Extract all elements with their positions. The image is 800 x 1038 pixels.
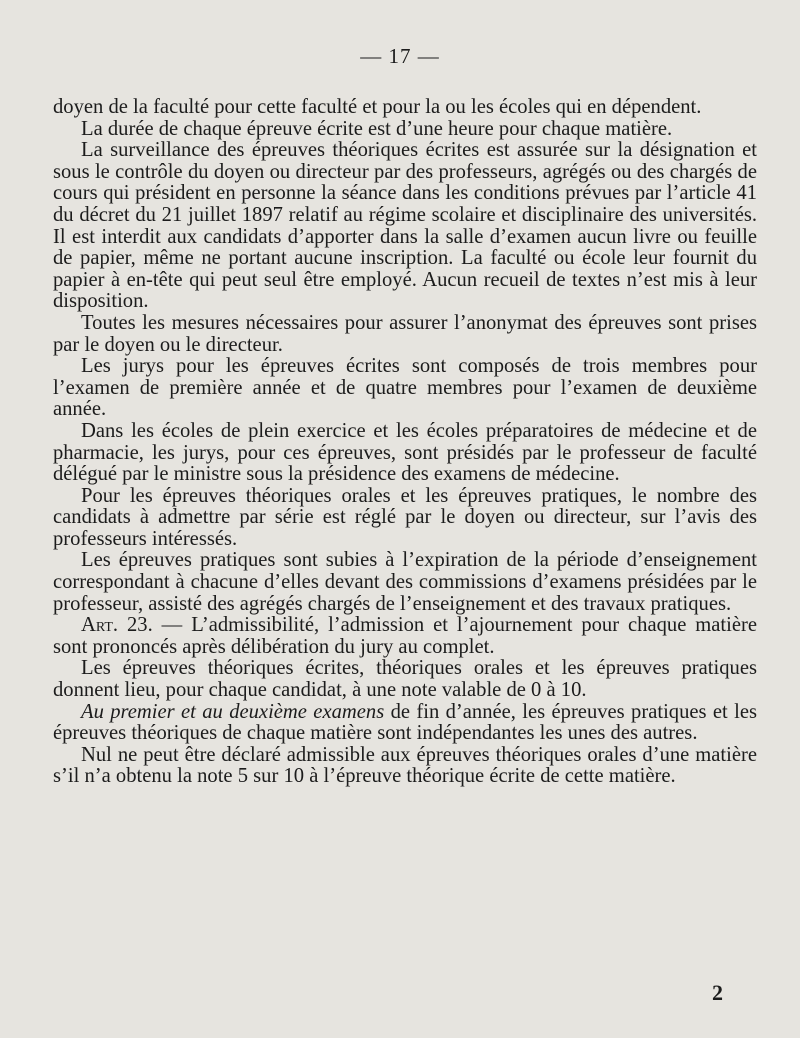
paragraph-5: Dans les écoles de plein exercice et les écoles préparatoires de médecine et de pharmacie, les jurys, pour ces épreuves, sont présidés par le professeur de faculté délégué par le ministre sous la présidence des examens de médecine. bbox=[53, 419, 757, 486]
independent-text: de fin d’année, les épreuves pratiques et les épreuves théoriques de chaque matière sont indépendantes les unes des autres. bbox=[53, 700, 757, 745]
paragraph-0: doyen de la faculté pour cette faculté et pour la ou les écoles qui en dépendent. bbox=[53, 96, 702, 118]
paragraph-6: Pour les épreuves théoriques orales et les épreuves pratiques, le nombre des candidats à admettre par série est réglé par le doyen ou directeur, sur l’avis des professeurs intéressés. bbox=[53, 484, 757, 550]
paragraph-notes: Les épreuves théoriques écrites, théoriques orales et les épreuves pratiques donnent lieu, pour chaque candidat, à une note valable de 0 à 10. bbox=[53, 657, 757, 702]
paragraph-independent bbox=[53, 702, 757, 745]
paragraph-4: Les jurys pour les épreuves écrites sont composés de trois membres pour l’examen de première année et de quatre membres pour l’examen de deuxième année. bbox=[53, 355, 757, 421]
article-23-paragraph bbox=[53, 615, 757, 658]
page-number: — 17 — bbox=[360, 44, 440, 68]
italic-lead: Au premier et au deuxième examens bbox=[81, 700, 385, 723]
article-text: — L’admissibilité, l’admission et l’ajournement pour chaque matière sont prononcés après délibération du jury au complet. bbox=[53, 614, 757, 658]
paragraph-last: Nul ne peut être déclaré admissible aux épreuves théoriques orales d’une matière s’il n’a obtenu la note 5 sur 10 à l’épreuve théorique écrite de cette matière. bbox=[53, 743, 757, 788]
paragraph-3: Toutes les mesures nécessaires pour assurer l’anonymat des épreuves sont prises par le doyen ou le directeur. bbox=[53, 311, 757, 356]
paragraph-1: La durée de chaque épreuve écrite est d’une heure pour chaque matière. bbox=[81, 117, 673, 140]
paragraph-7: Les épreuves pratiques sont subies à l’expiration de la période d’enseignement correspondant à chacune d’elles devant des commissions d’examens présidées par le professeur, assisté des agrégés chargés de l’enseignement et des travaux pratiques. bbox=[53, 549, 757, 615]
paragraph-2: La surveillance des épreuves théoriques écrites est assurée sur la désignation et sous le contrôle du doyen ou directeur par des professeurs, agrégés ou des chargés de cours qui président en personne la séance dans les conditions prévues par l’article 41 du décret du 21 juillet 1897 relatif au régime scolaire et disciplinaire des universités. Il est interdit aux candidats d’apporter dans la salle d’examen aucun livre ou feuille de papier, même ne portant aucune inscription. La faculté ou école leur fournit du papier à en-tête qui peut seul être employé. Aucun recueil de textes n’est mis à leur disposition. bbox=[53, 139, 757, 313]
body-text bbox=[53, 97, 757, 788]
signature-mark: 2 bbox=[712, 980, 723, 1005]
article-label: Art. 23. bbox=[81, 614, 153, 637]
